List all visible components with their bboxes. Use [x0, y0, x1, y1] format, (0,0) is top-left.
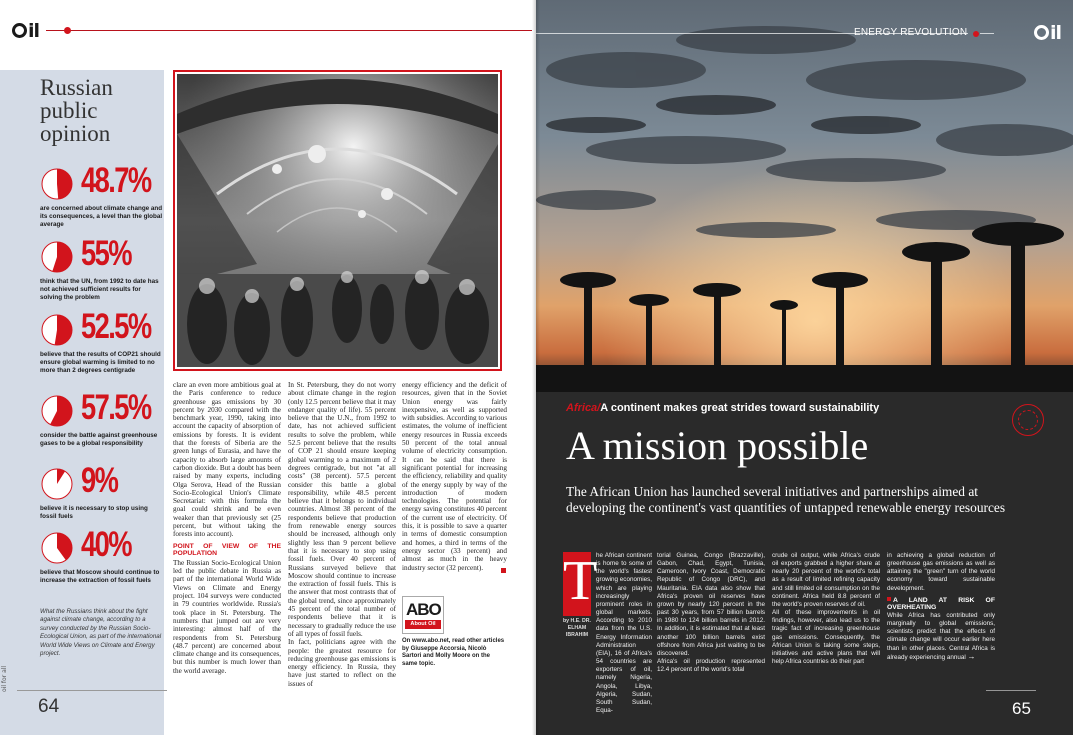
- stat-value: 9%: [81, 461, 118, 500]
- kicker-text: A continent makes great strides toward sustainability: [600, 402, 880, 414]
- stat-value: 55%: [81, 234, 131, 273]
- stat-description: think that the UN, from 1992 to date has not achieved sufficient results for solving the problem: [40, 278, 159, 302]
- article-kicker: [566, 402, 879, 414]
- paragraph: Africa's oil production represented 12.4 percent of the world's total: [657, 658, 765, 674]
- abo-logo: ABO: [406, 600, 441, 619]
- article-column-4: [887, 552, 995, 662]
- paragraph: In St. Petersburg, they do not worry about climate change in the region (only 12.5 percent believe that it may endanger quality of life). 55 percent believe that the U.N., from 1992 to date, has not achieved sufficient results to solve the problem, while 52.5 percent believe that the results of COP 21 should ensure keeping global warming to a maximum of 2 degrees centigrade, but not "at all costs" (38 percent). 57.5 percent consider this battle a global responsibility, while 48.5 percent believe that it belongs to individual countries. Almost 38 percent of the respondents believe that production from renewable energy sources should be increased, although only slightly less than 9 percent believe that it is necessary to stop using fossil fuels. Over 40 percent of Russians surveyed believe that Moscow should continue to increase the extraction of fossil fuels. This is the answer that most contrasts that of the global trend, since approximately 45 percent of the total number of respondents believe that it is necessary to gradually reduce the use of all types of fossil fuels.: [288, 381, 396, 638]
- oil-logo: [12, 20, 39, 42]
- header-dot: [973, 31, 979, 37]
- section-label[interactable]: ENERGY REVOLUTION: [854, 27, 968, 38]
- page-number: 65: [1012, 699, 1031, 718]
- abo-tag: About Oil: [405, 620, 441, 629]
- continue-arrow-icon[interactable]: →: [967, 651, 976, 661]
- article-column-1: [596, 552, 652, 715]
- end-marker: [501, 568, 506, 573]
- paragraph-text: While Africa has contributed only marginally to global emissions, scientists predict that the effects of climate change will occur earlier here than in other places. Central Africa is already experiencing annual: [887, 611, 995, 661]
- article-headline: A mission possible: [566, 423, 869, 468]
- pie-chart-icon: [40, 531, 74, 565]
- logo-text: il: [28, 20, 40, 42]
- paragraph: The Russian Socio-Ecological Union led the public debate in Russia as part of the international World Wide Views on Climate and Energy project. 104 surveys were conducted in 79 countries worldwide. Russia's took place in St. Petersburg. The numbers that jumped out are very interesting: almost half of the respondents from St. Petersburg (48.7 percent) are concerned about climate change and its consequences, but this number is much lower than the world average.: [173, 558, 281, 675]
- kicker-region: Africa/: [566, 402, 601, 414]
- paragraph: clare an even more ambitious goal at the Paris conference to reduce greenhouse gas emissions by 30 percent by 2030 compared with the benchmark year, 1990, taking into account the capacity of absorption of emissions by forests. It is evident that the forests of Siberia are the green lungs of Eurasia, and have the capacity to absorb large amounts of carbon dioxide. But a doubt has been raised by many experts, including Olga Serova, Head of the Russian Socio-Ecological Union's Climate Secretariat: with this formula the goal could shrink and be even weaker than that previously set (25 percent, but without taking the forests into account).: [173, 381, 281, 539]
- paragraph: All of these improvements in oil findings, however, also lead us to the tragic fact of increasing greenhouse gas emissions. Consequently, the African Union is taking some steps, initiatives and active plans that will help Africa countries do their part: [772, 609, 880, 666]
- stat-value: 40%: [81, 525, 131, 564]
- pie-chart-icon: [40, 167, 74, 201]
- abo-note[interactable]: On www.abo.net, read other articles by Giuseppe Accorsia, Nicolò Sartori and Molly Moore on the same topic.: [402, 638, 505, 667]
- subheading-land-at-risk: [887, 597, 995, 612]
- paragraph: torial Guinea, Congo (Brazzaville), Gabon, Chad, Egypt, Tunisia, Cameroon, Ivory Coast, Democratic Republic of Congo (DRC), and Mauritania. EIA data also show that Africa's proven oil reserves have grown by nearly 120 percent in the past 30 years, from 57 billion barrels in 1980 to 124 billion barrels in 2012. In addition, it is estimated that at least another 100 billion barrels exist offshore from Africa just waiting to be discovered.: [657, 552, 765, 657]
- header-rule-short: [980, 33, 994, 34]
- paragraph: energy efficiency and the deficit of resources, given that in the Soviet Union energy was fairly inexpensive, as well as supported with subsidies. According to various estimates, the volume of inefficient energy resources in Russia exceeds 50 percent of the total annual volume of electricity consumption. It can be said that there is significant potential for increasing the efficiency, reliability and quality of the energy supply by way of the introduction of modern technologies. The potential for energy saving constitutes 40 percent of the current use of electricity. Of this, it is possible to save a quarter in terms of domestic consumption and homes, a third in terms of the energy sector (33 percent) and almost as much in the heavy industry sector (32 percent).: [402, 381, 507, 572]
- pie-chart-icon: [40, 394, 74, 428]
- article-column-3: [772, 552, 880, 666]
- stat-description: are concerned about climate change and its consequences, a level than the global average: [40, 205, 163, 229]
- stat-description: believe it is necessary to stop using fossil fuels: [40, 505, 148, 521]
- pie-chart-icon: [40, 467, 74, 501]
- stat-description: consider the battle against greenhouse gases to be a global responsibility: [40, 432, 158, 448]
- footer-rule: [986, 690, 1036, 691]
- subheading-text: A LAND AT RISK OF OVERHEATING: [887, 596, 995, 612]
- bullet-square: [887, 597, 891, 601]
- article-column-2: [288, 381, 396, 688]
- subheading-point-of-view: POINT OF VIEW OF THE POPULATION: [173, 542, 281, 558]
- stat-value: 48.7%: [81, 161, 151, 200]
- article-column-3: [402, 381, 507, 572]
- paragraph: [887, 612, 995, 662]
- left-page: [0, 0, 536, 735]
- article-column-1: [173, 381, 281, 675]
- footer-rule: [17, 690, 167, 691]
- baobab-sunset-image: [536, 0, 1073, 392]
- stamp-logo-inner: [1018, 410, 1038, 430]
- pie-chart-icon: [40, 240, 74, 274]
- article-column-2: [657, 552, 765, 674]
- paragraph: he African continent is home to some of the world's fastest growing economies, which are playing increasingly prominent roles in global markets. According to 2010 data from the U.S. Energy Information Administration (EIA), 16 of Africa's 54 countries are exporters of oil, namely Nigeria, Angola, Libya, Algeria, Sudan, South Sudan, Equa-: [596, 552, 653, 714]
- right-page: [536, 0, 1073, 735]
- oil-logo: [1034, 22, 1061, 44]
- metro-station-image: [177, 74, 498, 367]
- baobab-sunset-photo: [536, 0, 1073, 392]
- author-byline: by H.E. DR. ELHAM IBRAHIM: [563, 618, 591, 638]
- paragraph: in achieving a global reduction of greenhouse gas emissions as well as attaining the "green" turn of the world economy toward sustainable development.: [887, 552, 995, 592]
- stat-description: believe that Moscow should continue to increase the extraction of fossil fuels: [40, 569, 160, 585]
- header-dot: [64, 27, 71, 34]
- article-standfirst: The African Union has launched several initiatives and partnerships aimed at developing the continent's vast quantities of untapped renewable energy resources: [566, 484, 1006, 515]
- dropcap-letter: T: [563, 550, 598, 612]
- metro-station-photo: [177, 74, 498, 367]
- header-rule: [46, 30, 532, 31]
- stat-value: 57.5%: [81, 388, 151, 427]
- sidebar-caption: What the Russians think about the fight against climate change, according to a survey conducted by the Russian Socio-Ecological Union, as part of the international World Wide Views on Climate and Energy project.: [40, 608, 162, 658]
- oil-for-all-mark: oil for all: [1, 665, 8, 692]
- paragraph: crude oil output, while Africa's crude oil exports grabbed a higher share at nearly 20 percent of the world's total as a result of limited refining capacity and still limited oil consumption on the continent. Africa held 8.8 percent of the world's proven reserves of oil.: [772, 552, 880, 608]
- stat-value: 52.5%: [81, 307, 151, 346]
- pie-chart-icon: [40, 313, 74, 347]
- sidebar-title: Russian public opinion: [40, 75, 113, 146]
- page-number: 64: [38, 696, 60, 717]
- stat-description: believe that the results of COP21 should ensure global warming is limited to no more than 2 degrees centigrade: [40, 351, 161, 375]
- logo-text: il: [1050, 22, 1062, 44]
- paragraph: In fact, politicians agree with the people: the greatest resource for reducing greenhouse gas emissions is energy efficiency. In Russia, they have just started to reflect on the issues of: [288, 638, 396, 688]
